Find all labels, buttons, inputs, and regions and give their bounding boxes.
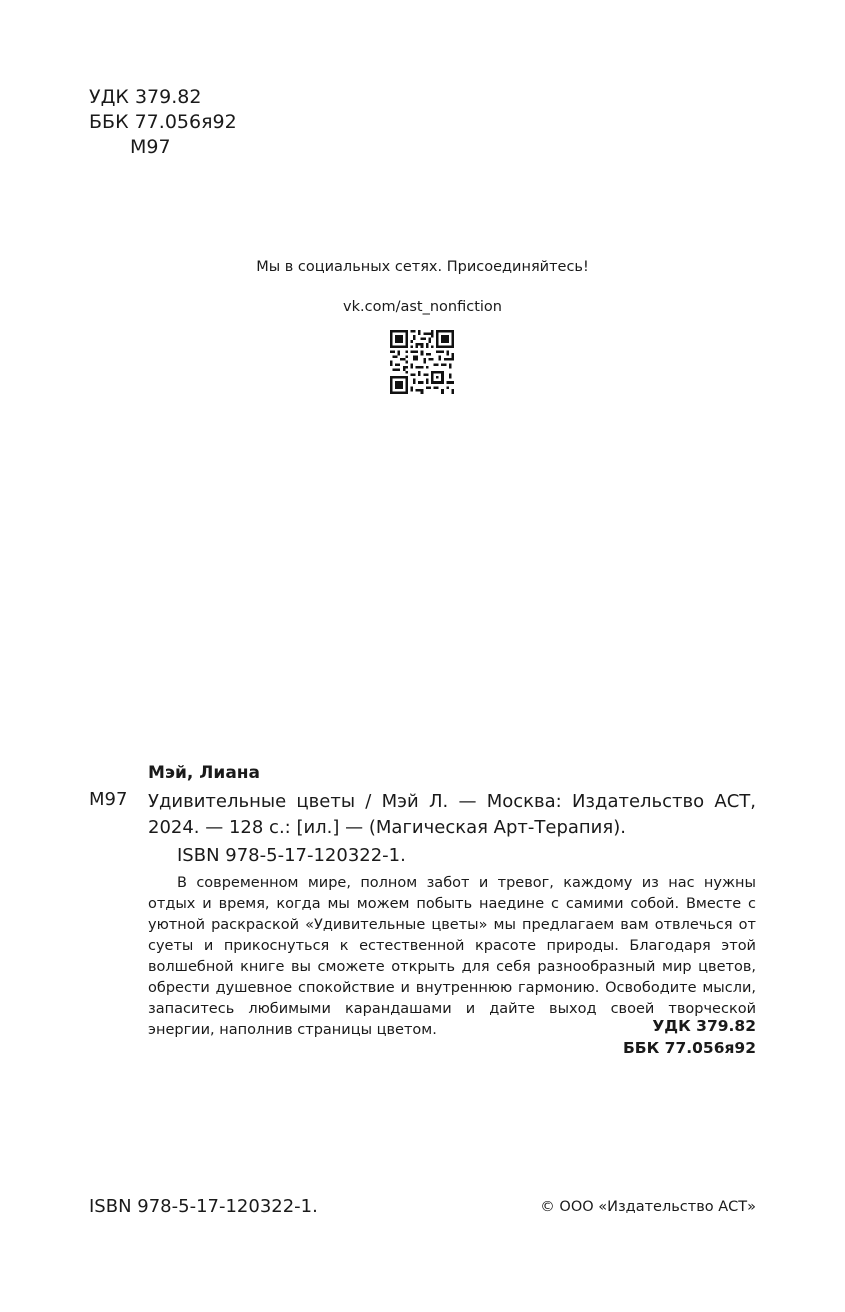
qr-code-icon[interactable] (390, 330, 454, 394)
record-codes (623, 1015, 756, 1059)
title-line-2: 2024. — 128 с.: [ил.] — (Магическая Арт-Терапия). (148, 817, 626, 838)
bbk-code: ББК 77.056я92 (89, 111, 237, 133)
record-author-mark: М97 (89, 789, 128, 810)
author-mark: М97 (130, 136, 171, 158)
social-heading: Мы в социальных сетях. Присоединяйтесь! (256, 259, 589, 275)
social-link[interactable]: vk.com/ast_nonfiction (343, 299, 502, 315)
copyright: © ООО «Издательство АСТ» (540, 1199, 756, 1215)
record-isbn: ISBN 978-5-17-120322-1. (177, 845, 406, 866)
bibliographic-title (148, 789, 756, 841)
author-name: Мэй, Лиана (148, 763, 261, 783)
title-line-1: Удивительные цветы / Мэй Л. — Москва: Издательство АСТ, (148, 791, 756, 812)
udk-code: УДК 379.82 (89, 86, 202, 108)
record-udk: УДК 379.82 (652, 1017, 756, 1035)
record-bbk: ББК 77.056я92 (622, 1039, 756, 1057)
footer-isbn: ISBN 978-5-17-120322-1. (89, 1196, 318, 1217)
annotation: В современном мире, полном забот и тревог, каждому из нас нужны отдых и время, когда мы можем побыть наедине с самими собой. Вместе с уютной раскраской «Удивительные цветы» мы предлагаем вам отвлечься от суеты и прикоснуться к естественной красоте природы. Благодаря этой волшебной книге вы сможете открыть для себя разнообразный мир цветов, обрести душевное спокойствие и внутреннюю гармонию. Освободите мысли, запаситесь любимыми карандашами и дайте выход своей творческой энергии, наполнив страницы цветом. (148, 875, 756, 1038)
classification-block (89, 85, 237, 160)
